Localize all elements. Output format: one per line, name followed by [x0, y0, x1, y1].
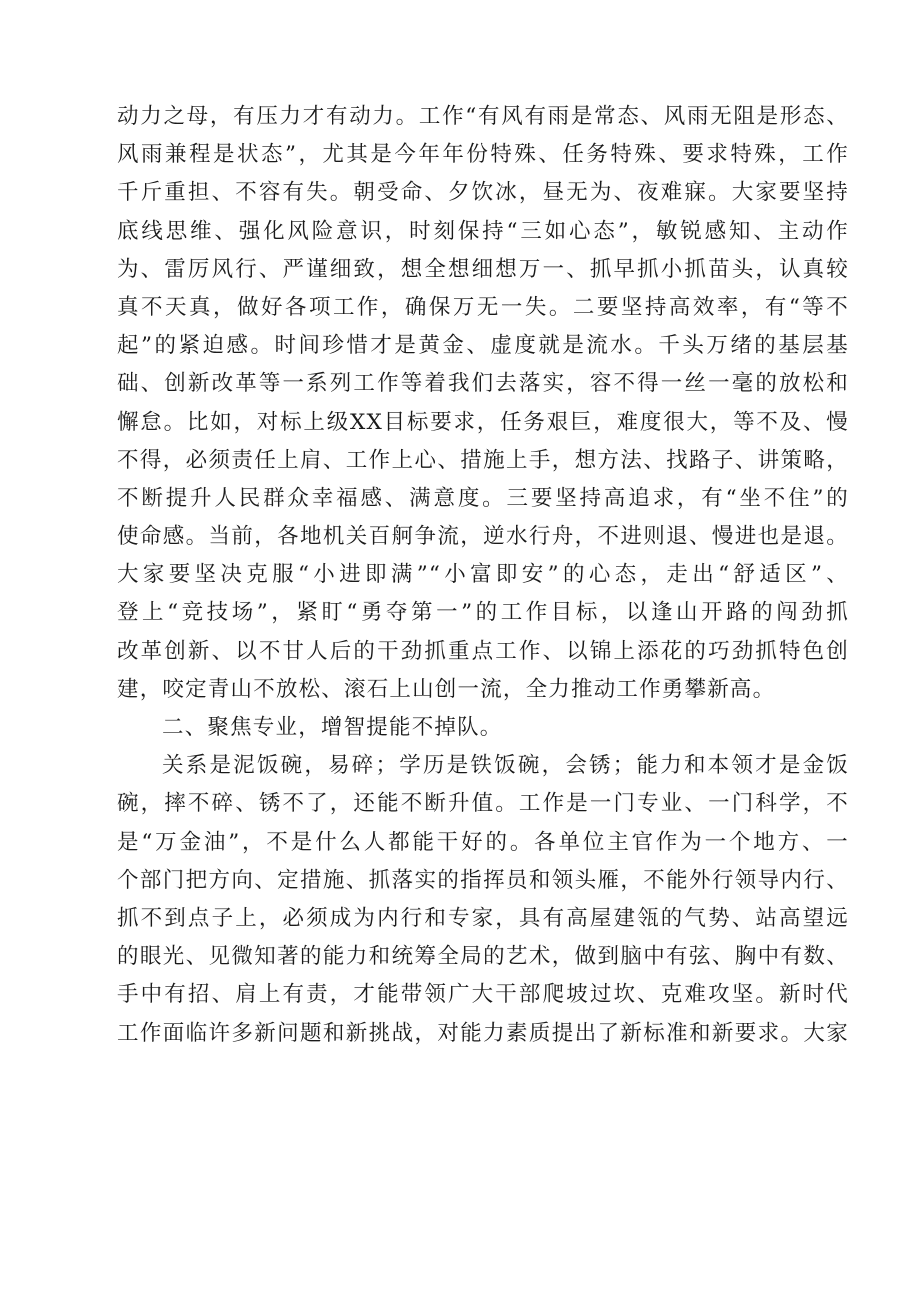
text-line: 千斤重担、不容有失。朝受命、夕饮冰，昼无为、夜难寐。大家要坚持 [117, 180, 849, 206]
text-line: 工作面临许多新问题和新挑战，对能力素质提出了新标准和新要求。大家 [117, 1020, 849, 1046]
text-line: 动力之母，有压力才有动力。工作“有风有雨是常态、风雨无阻是形态、 [117, 104, 849, 129]
text-line: 真不天真，做好各项工作，确保万无一失。二要坚持高效率，有“等不 [117, 294, 849, 320]
text-line: 关系是泥饭碗，易碎；学历是铁饭碗，会锈；能力和本领才是金饭 [162, 753, 849, 779]
text-line: 不断提升人民群众幸福感、满意度。三要坚持高追求，有“坐不住”的 [117, 485, 849, 511]
text-line: 的眼光、见微知著的能力和统筹全局的艺术，做到脑中有弦、胸中有数、 [117, 944, 849, 970]
text-line: 础、创新改革等一系列工作等着我们去落实，容不得一丝一毫的放松和 [117, 371, 849, 397]
text-line: 懈怠。比如，对标上级XX目标要求，任务艰巨，难度很大，等不及、慢 [117, 409, 849, 435]
text-line: 手中有招、肩上有责，才能带领广大干部爬坡过坎、克难攻坚。新时代 [117, 982, 849, 1008]
text-line: 大家要坚决克服“小进即满”“小富即安”的心态，走出“舒适区”、 [117, 562, 849, 588]
text-line: 改革创新、以不甘人后的干劲抓重点工作、以锦上添花的巧劲抓特色创 [117, 638, 849, 664]
text-line: 风雨兼程是状态”，尤其是今年年份特殊、任务特殊、要求特殊，工作 [117, 142, 849, 168]
document-body [117, 98, 849, 1053]
text-line: 建，咬定青山不放松、滚石上山创一流，全力推动工作勇攀新高。 [117, 676, 776, 702]
paragraph-1 [117, 98, 849, 709]
text-line: 为、雷厉风行、严谨细致，想全想细想万一、抓早抓小抓苗头，认真较 [117, 256, 849, 282]
text-line: 不得，必须责任上肩、工作上心、措施上手，想方法、找路子、讲策略， [117, 447, 849, 473]
text-line: 个部门把方向、定措施、抓落实的指挥员和领头雁，不能外行领导内行、 [117, 867, 849, 893]
paragraph-2 [117, 747, 849, 1053]
text-line: 底线思维、强化风险意识，时刻保持“三如心态”，敏锐感知、主动作 [117, 218, 849, 244]
text-line: 使命感。当前，各地机关百舸争流，逆水行舟，不进则退、慢进也是退。 [117, 524, 849, 550]
text-line: 抓不到点子上，必须成为内行和专家，具有高屋建瓴的气势、站高望远 [117, 905, 849, 931]
text-line: 起”的紧迫感。时间珍惜才是黄金、虚度就是流水。千头万绪的基层基 [117, 333, 849, 359]
text-line: 碗，摔不碎、锈不了，还能不断升值。工作是一门专业、一门科学，不 [117, 791, 849, 817]
text-line: 是“万金油”，不是什么人都能干好的。各单位主官作为一个地方、一 [117, 829, 849, 855]
section-heading: 二、聚焦专业，增智提能不掉队。 [162, 715, 503, 740]
text-line: 登上“竞技场”，紧盯“勇夺第一”的工作目标，以逢山开路的闯劲抓 [117, 600, 849, 626]
